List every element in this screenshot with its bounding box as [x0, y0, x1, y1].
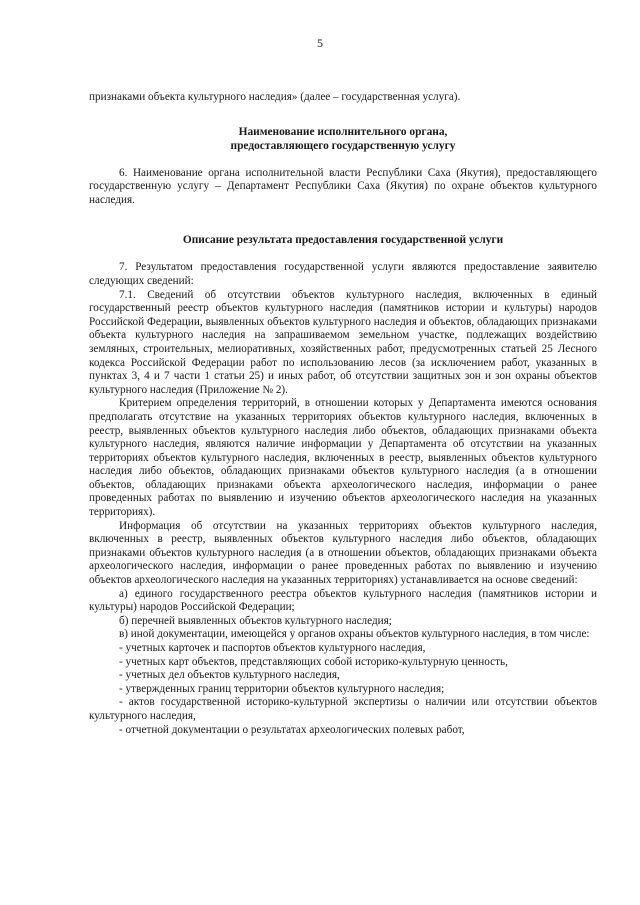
list-item-a: а) единого государственного реестра объектов культурного наследия (памятников истории и культуры) народов Российской Федерации;	[89, 587, 597, 614]
paragraph-7: 7. Результатом предоставления государственной услуги являются предоставление заявителю следующих сведений:	[89, 261, 597, 287]
section-heading-executive-body-line1: Наименование исполнительного органа,	[238, 125, 448, 138]
page-number: 5	[317, 36, 323, 50]
paragraph-7-1: 7.1. Сведений об отсутствии объектов культурного наследия, включенных в единый государственный реестр объектов культурного наследия (памятников истории и культуры) народов Российской Федерации, выявленных объектов культурного наследия и объектов, обладающих признаками объекта культурного наследия на запрашиваемом земельном участке, подлежащих воздействию земляных, строительных, мелиоративных, хозяйственных работ, предусмотренных статьей 25 Лесного кодекса Российской Федерации работ по использованию лесов (за исключением работ, указанных в пунктах 3, 4 и 7 части 1 статьи 25) и иных работ, об отсутствии защитных зон и зон охраны объектов культурного наследия (Приложение № 2).	[89, 288, 597, 396]
dash-item: - актов государственной историко-культурной экспертизы о наличии или отсутствии объектов культурного наследия,	[89, 696, 597, 722]
list-item-b: б) перечней выявленных объектов культурного наследия;	[119, 614, 392, 627]
paragraph-6: 6. Наименование органа исполнительной власти Республики Саха (Якутия), предоставляющего государственную услугу – Департамент Республики Саха (Якутия) по охране объектов культурного наследия.	[89, 166, 597, 206]
section-heading-executive-body-line2: предоставляющего государственную услугу	[230, 139, 456, 152]
dash-item: - учетных карт объектов, представляющих собой историко-культурную ценность,	[119, 655, 508, 668]
dash-item: - утвержденных границ территории объектов культурного наследия;	[119, 682, 445, 695]
section-heading-result-description: Описание результата предоставления государственной услуги	[182, 234, 504, 247]
list-item-c: в) иной документации, имеющейся у органов охраны объектов культурного наследия, в том числе:	[119, 628, 590, 641]
intro-line: признаками объекта культурного наследия» (далее – государственная услуга).	[89, 91, 461, 103]
dash-item: - отчетной документации о результатах археологических полевых работ,	[119, 723, 465, 736]
paragraph-information: Информация об отсутствии на указанных территориях объектов культурного наследия, включенных в реестр, выявленных объектов культурного наследия либо объектов, обладающих признаками объектов культурного наследия (а в отношении объектов, обладающих признаками объекта археологического наследия, информации о ранее проведенных работах по выявлению и изучению объектов археологического наследия на указанных территориях) устанавливается на основе сведений:	[89, 519, 597, 587]
document-body	[89, 91, 597, 737]
dash-item: - учетных дел объектов культурного наследия,	[119, 669, 340, 682]
dash-item: - учетных карточек и паспортов объектов культурного наследия,	[119, 642, 426, 654]
paragraph-criterion: Критерием определения территорий, в отношении которых у Департамента имеются основания предполагать отсутствие на указанных территориях объектов культурного наследия, включенных в реестр, выявленных объектов культурного наследия либо объектов, обладающих признаками объекта культурного наследия, являются наличие информации у Департамента об отсутствии на указанных территориях объектов культурного наследия, включенных в реестр, выявленных объектов культурного наследия либо объектов, обладающих признаками объектов культурного наследия (а в отношении объектов, обладающих признаками объекта археологического наследия, информации о ранее проведенных работах по выявлению и изучению объектов археологического наследия на указанных территориях).	[89, 397, 597, 519]
